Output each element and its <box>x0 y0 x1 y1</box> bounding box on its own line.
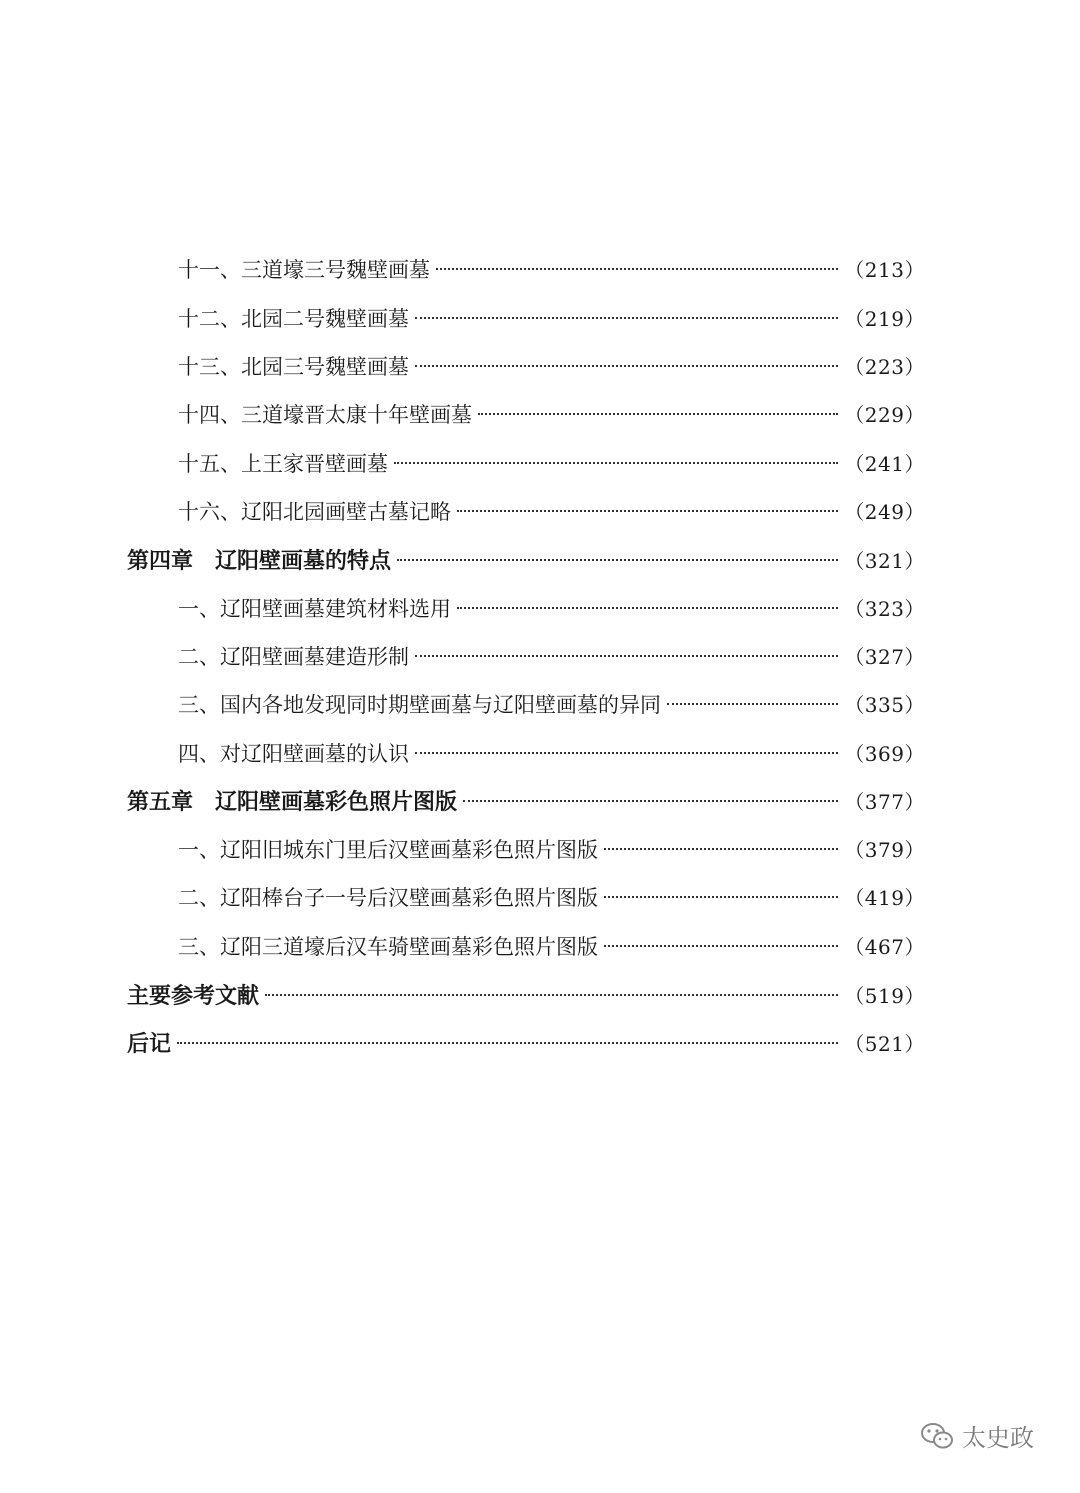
toc-entry-title: 一、辽阳旧城东门里后汉壁画墓彩色照片图版 <box>178 838 598 862</box>
toc-leader-dots <box>415 752 838 754</box>
toc-entry-title: 二、辽阳壁画墓建造形制 <box>178 645 409 669</box>
toc-entry-page: （229） <box>844 403 925 427</box>
toc-entry-page: （241） <box>844 452 925 476</box>
toc-entry-page: （519） <box>844 984 925 1008</box>
toc-leader-dots <box>667 703 838 705</box>
toc-entry-page: （467） <box>844 935 925 959</box>
toc-chapter-entry <box>127 1027 925 1061</box>
toc-entry-page: （327） <box>844 645 925 669</box>
toc-leader-dots <box>394 462 838 464</box>
toc-entry <box>178 881 925 915</box>
toc-leader-dots <box>457 510 838 512</box>
toc-entry-page: （213） <box>844 258 925 282</box>
toc-entry-title: 三、辽阳三道壕后汉车骑壁画墓彩色照片图版 <box>178 935 598 959</box>
toc-entry <box>178 688 925 722</box>
toc-leader-dots <box>604 945 838 947</box>
watermark-text: 太史政 <box>962 1424 1034 1452</box>
toc-entry-page: （521） <box>844 1032 925 1056</box>
toc-entry-page: （377） <box>844 790 925 814</box>
toc-chapter-entry <box>127 544 925 578</box>
toc-leader-dots <box>604 896 838 898</box>
toc-entry <box>178 350 925 384</box>
toc-chapter-title: 后记 <box>127 1031 172 1057</box>
toc-leader-dots <box>415 655 838 657</box>
toc-entry-title: 十四、三道壕晋太康十年壁画墓 <box>178 403 472 427</box>
toc-entry-page: （323） <box>844 597 925 621</box>
toc-entry <box>178 495 925 529</box>
toc-entry <box>178 447 925 481</box>
toc-entry-title: 十二、北园二号魏壁画墓 <box>178 307 409 331</box>
toc-entry <box>178 930 925 964</box>
watermark <box>920 1418 1034 1453</box>
toc-leader-dots <box>478 413 838 415</box>
toc-leader-dots <box>415 317 838 319</box>
toc-entry-title: 三、国内各地发现同时期壁画墓与辽阳壁画墓的异同 <box>178 693 661 717</box>
toc-chapter-entry <box>127 979 925 1013</box>
toc-chapter-entry <box>127 785 925 819</box>
toc-leader-dots <box>265 994 838 996</box>
toc-entry-page: （369） <box>844 742 925 766</box>
toc-entry-title: 二、辽阳棒台子一号后汉壁画墓彩色照片图版 <box>178 886 598 910</box>
toc-leader-dots <box>397 559 838 561</box>
toc-entry <box>178 737 925 771</box>
toc-leader-dots <box>415 365 838 367</box>
toc-entry-page: （379） <box>844 838 925 862</box>
toc-leader-dots <box>177 1042 838 1044</box>
toc-leader-dots <box>457 607 838 609</box>
toc-entry <box>178 398 925 432</box>
toc-entry <box>178 302 925 336</box>
toc-entry-page: （321） <box>844 549 925 573</box>
toc-entry-page: （249） <box>844 500 925 524</box>
toc-chapter-title: 第四章 辽阳壁画墓的特点 <box>127 548 392 574</box>
toc-entry-title: 十一、三道壕三号魏壁画墓 <box>178 258 430 282</box>
toc-entry-title: 十六、辽阳北园画壁古墓记略 <box>178 500 451 524</box>
toc-entry-page: （335） <box>844 693 925 717</box>
toc-leader-dots <box>463 800 838 802</box>
toc-entry-title: 十三、北园三号魏壁画墓 <box>178 355 409 379</box>
toc-entry-title: 一、辽阳壁画墓建筑材料选用 <box>178 597 451 621</box>
wechat-icon <box>920 1421 954 1451</box>
toc-entry <box>178 592 925 626</box>
toc-leader-dots <box>604 848 838 850</box>
toc-chapter-title: 主要参考文献 <box>127 983 260 1009</box>
toc-entry-page: （223） <box>844 355 925 379</box>
toc-entry <box>178 640 925 674</box>
toc-entry-page: （219） <box>844 307 925 331</box>
toc-chapter-title: 第五章 辽阳壁画墓彩色照片图版 <box>127 789 458 815</box>
toc-entry <box>178 253 925 287</box>
toc-entry-page: （419） <box>844 886 925 910</box>
toc-entry-title: 四、对辽阳壁画墓的认识 <box>178 742 409 766</box>
toc-entry <box>178 833 925 867</box>
toc-leader-dots <box>436 268 838 270</box>
toc-entry-title: 十五、上王家晋壁画墓 <box>178 452 388 476</box>
